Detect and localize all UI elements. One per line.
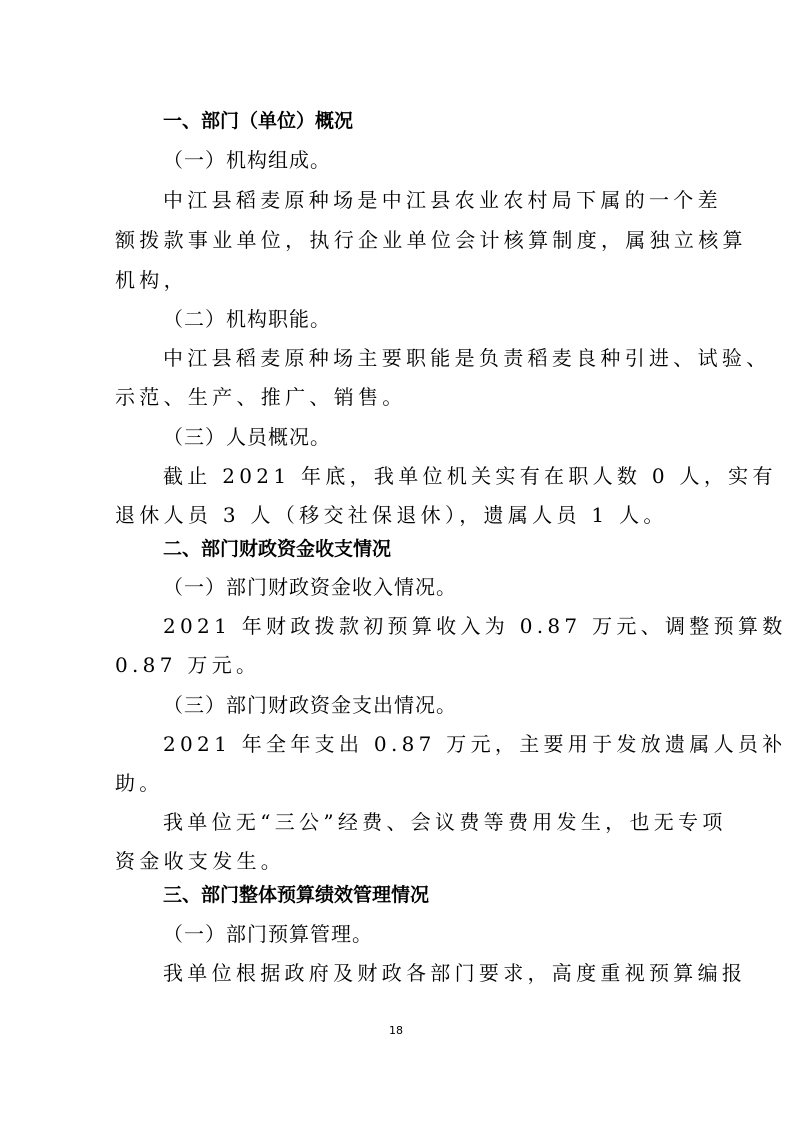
paragraph-line: 2021 年全年支出 0.87 万元，主要用于发放遗属人员补 (163, 732, 787, 756)
paragraph-line: 额拨款事业单位，执行企业单位会计核算制度，属独立核算 (115, 228, 747, 252)
section-heading-3: 三、部门整体预算绩效管理情况 (163, 884, 430, 906)
paragraph-line: 示范、生产、推广、销售。 (115, 385, 407, 409)
paragraph-line: 我单位根据政府及财政各部门要求，高度重视预算编报 (163, 961, 747, 985)
paragraph-line: 0.87 万元。 (115, 653, 261, 677)
section-heading-2: 二、部门财政资金收支情况 (163, 538, 392, 560)
page-number: 18 (389, 1024, 403, 1037)
subheading-3-1: （一）部门预算管理。 (163, 922, 373, 946)
paragraph-line: 中江县稻麦原种场主要职能是负责稻麦良种引进、试验、 (163, 346, 771, 370)
paragraph-line: 2021 年财政拨款初预算收入为 0.87 万元、调整预算数 (163, 614, 787, 638)
paragraph-line: 机构， (115, 268, 188, 292)
subheading-1-2: （二）机构职能。 (163, 307, 331, 331)
section-heading-1: 一、部门（单位）概况 (163, 110, 354, 132)
paragraph-line: 助。 (115, 771, 164, 795)
paragraph-line: 退休人员 3 人（移交社保退休），遗属人员 1 人。 (115, 503, 668, 527)
subheading-2-2: （三）部门财政资金支出情况。 (163, 693, 457, 717)
subheading-1-3: （三）人员概况。 (163, 425, 331, 449)
paragraph-line: 资金收支发生。 (115, 849, 286, 873)
paragraph-line: 中江县稻麦原种场是中江县农业农村局下属的一个差 (163, 188, 722, 212)
subheading-1-1: （一）机构组成。 (163, 148, 331, 172)
subheading-2-1: （一）部门财政资金收入情况。 (163, 575, 457, 599)
paragraph-line: 截止 2021 年底，我单位机关实有在职人数 0 人，实有 (163, 464, 777, 488)
paragraph-line: 我单位无“三公”经费、会议费等费用发生，也无专项 (163, 810, 727, 834)
